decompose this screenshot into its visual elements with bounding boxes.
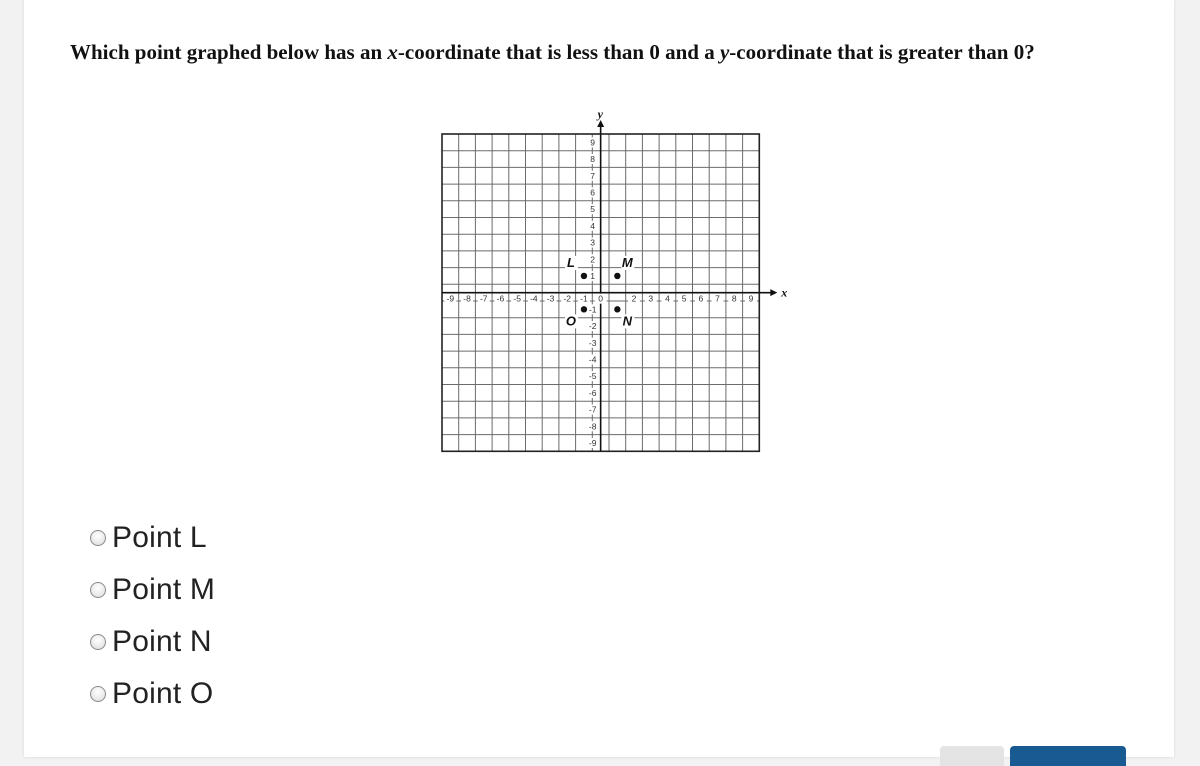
x-tick-label: 9 [748,293,754,304]
y-tick-label: -6 [588,387,597,398]
point-marker [581,306,587,312]
y-tick-label: 7 [590,170,596,181]
x-tick-label: 0 [598,293,604,304]
option-point-m[interactable] [90,564,215,616]
y-tick-label: -1 [588,304,597,315]
y-tick-label: -5 [588,371,597,382]
option-point-o[interactable] [90,668,215,720]
y-tick-label: 4 [590,220,596,231]
y-tick-label: -8 [588,421,597,432]
primary-nav-button[interactable] [1010,746,1126,766]
point-marker [581,273,587,279]
y-tick-label: 2 [590,254,596,265]
y-tick-label: -4 [588,354,597,365]
coordinate-graph [416,107,788,468]
y-tick-label: 8 [590,154,596,165]
point-label: O [565,313,577,329]
question-x-var: x [387,40,398,64]
x-tick-label: 5 [681,293,687,304]
question-part-3: -coordinate that is greater than 0? [729,40,1035,64]
x-tick-label: 7 [715,293,720,304]
answer-options [90,512,215,720]
x-tick-label: 8 [731,293,737,304]
coordinate-plane-svg [416,107,788,463]
y-tick-label: -7 [588,404,597,415]
x-tick-label: -4 [530,293,538,304]
x-axis-label: x [781,285,788,300]
radio-button[interactable] [90,634,106,650]
x-tick-label: -3 [546,293,555,304]
question-card [24,0,1174,757]
x-tick-label: -5 [513,293,521,304]
x-tick-label: -1 [580,293,588,304]
point-marker [614,306,620,312]
x-tick-label: -8 [463,293,471,304]
point-marker [614,273,620,279]
y-tick-label: 5 [590,204,596,215]
x-tick-label: 3 [648,293,654,304]
x-axis-arrow [770,289,777,296]
y-tick-label: 6 [590,187,596,198]
point-label: M [621,254,633,270]
x-tick-label: -9 [446,293,455,304]
question-text [70,38,1110,66]
x-tick-label: 2 [631,293,637,304]
option-label: Point O [112,677,214,710]
option-label: Point M [112,573,216,606]
x-tick-label: -7 [479,293,488,304]
y-tick-label: -2 [588,321,597,332]
y-axis-label: y [597,107,603,121]
option-label: Point N [112,625,212,658]
y-tick-label: -9 [588,437,597,448]
radio-button[interactable] [90,530,106,546]
y-axis-arrow [597,120,604,127]
point-label: L [566,254,575,270]
question-part-2: -coordinate that is less than 0 and a [397,40,720,64]
y-tick-label: 3 [590,237,596,248]
y-tick-label: -3 [588,337,597,348]
option-label: Point L [112,521,207,554]
y-tick-label: 1 [590,270,596,281]
radio-button[interactable] [90,686,106,702]
x-tick-label: 4 [665,293,670,304]
secondary-nav-button[interactable] [940,746,1004,766]
x-tick-label: -2 [563,293,572,304]
radio-button[interactable] [90,582,106,598]
question-y-var: y [719,40,730,64]
x-tick-label: -6 [496,293,505,304]
point-label: N [622,313,633,329]
option-point-l[interactable] [90,512,215,564]
question-part-1: Which point graphed below has an [70,40,388,64]
option-point-n[interactable] [90,616,215,668]
y-tick-label: 9 [590,137,596,148]
x-tick-label: 6 [698,293,704,304]
